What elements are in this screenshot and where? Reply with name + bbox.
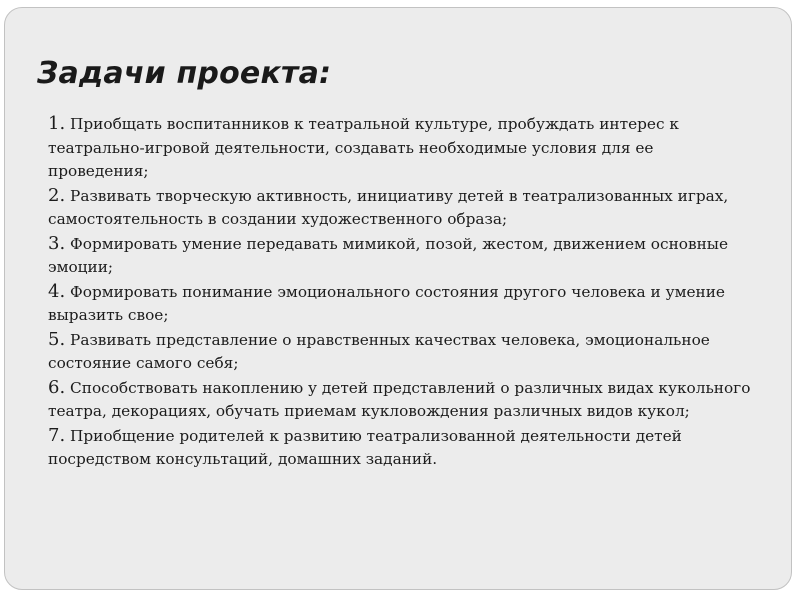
task-item-2: [48, 184, 758, 232]
task-number: 6.: [48, 376, 66, 398]
task-list: [48, 112, 758, 472]
task-text: Формировать умение передавать мимикой, позой, жестом, движением основные эмоции;: [48, 234, 729, 276]
task-text: Приобщение родителей к развитию театрализованной деятельности детей посредством консультаций, домашних заданий.: [48, 426, 682, 468]
task-item-7: [48, 424, 758, 472]
task-number: 1.: [48, 113, 66, 134]
task-item-1: [48, 112, 758, 184]
slide-panel: [4, 7, 792, 590]
task-number: 7.: [48, 424, 66, 446]
task-text: Приобщать воспитанников к театральной культуре, пробуждать интерес к театрально-игровой деятельности, создавать необходимые условия для ее проведения;: [48, 115, 679, 180]
task-item-3: [48, 232, 758, 280]
task-text: Развивать творческую активность, инициативу детей в театрализованных играх, самостоятельность в создании художественного образа;: [48, 186, 729, 228]
task-number: 4.: [48, 280, 66, 302]
task-number: 2.: [48, 184, 66, 206]
slide-title: Задачи проекта:: [37, 56, 332, 91]
task-text: Развивать представление о нравственных качествах человека, эмоциональное состояние самого себя;: [48, 330, 710, 372]
task-item-4: [48, 280, 758, 328]
task-text: Формировать понимание эмоционального состояния другого человека и умение выразить свое;: [48, 282, 725, 324]
task-item-5: [48, 328, 758, 376]
task-number: 5.: [48, 328, 66, 350]
task-item-6: [48, 376, 758, 424]
task-text: Способствовать накоплению у детей представлений о различных видах кукольного театра, декорациях, обучать приемам кукловождения различных видов кукол;: [48, 378, 751, 420]
task-number: 3.: [48, 232, 66, 254]
